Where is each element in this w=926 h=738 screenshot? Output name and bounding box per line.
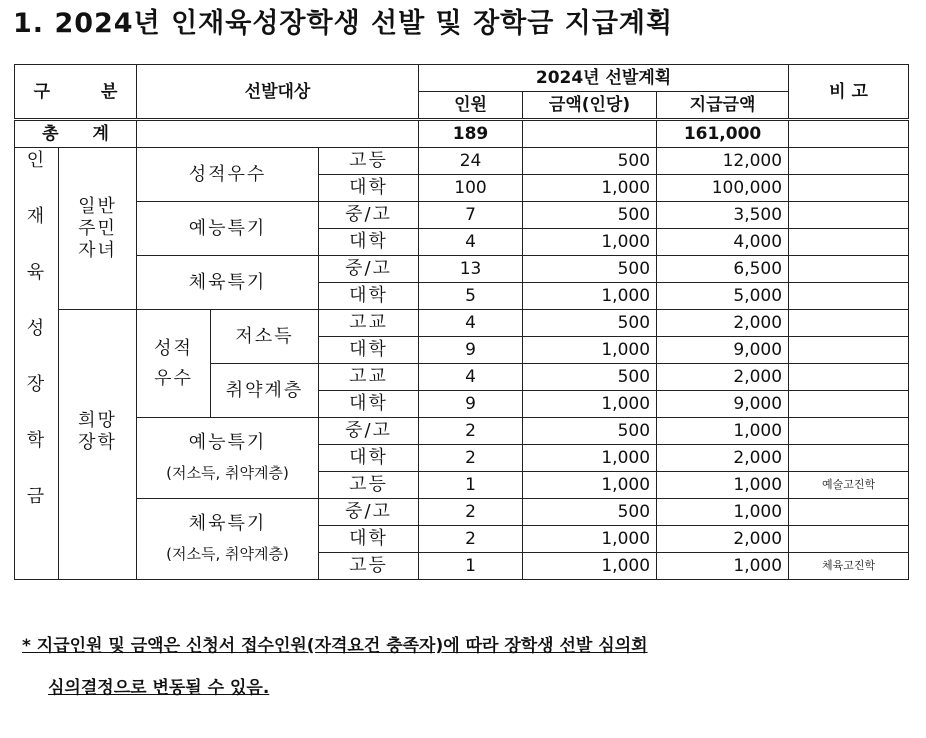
row-level: 대학: [319, 445, 419, 472]
sub-low-income: 저소득: [211, 310, 319, 364]
group-general-line: 일반: [78, 195, 117, 217]
row-level: 대학: [319, 229, 419, 256]
row-amount: 1,000: [523, 283, 657, 310]
row-total: 1,000: [657, 418, 789, 445]
row-level: 고등: [319, 472, 419, 499]
outer-group-char: 인: [26, 150, 47, 171]
row-total: 2,000: [657, 364, 789, 391]
row-count: 2: [419, 445, 523, 472]
row-amount: 500: [523, 148, 657, 175]
row-remark: [789, 418, 909, 445]
group-general-line: 자녀: [78, 239, 117, 261]
row-remark: [789, 202, 909, 229]
row-amount: 500: [523, 256, 657, 283]
row-count: 5: [419, 283, 523, 310]
row-remark: 체육고진학: [789, 553, 909, 580]
outer-group-label: [15, 148, 59, 580]
footnote-line-2: 심의결정으로 변동될 수 있음.: [48, 678, 270, 698]
sub-hope-academic: [137, 310, 211, 418]
group-hope-line: 희망: [78, 410, 117, 431]
sub-hope-sports-label: 체육특기: [188, 513, 267, 534]
row-amount: 1,000: [523, 553, 657, 580]
footnote-line-1: * 지급인원 및 금액은 신청서 접수인원(자격요건 충족자)에 따라 장학생 선발 심의회: [22, 636, 648, 656]
outer-group-char: 육: [26, 262, 47, 283]
row-amount: 1,000: [523, 391, 657, 418]
row-remark: [789, 256, 909, 283]
summary-label: 총 계: [15, 120, 137, 148]
group-hope: [59, 310, 137, 580]
row-amount: 1,000: [523, 445, 657, 472]
group-general: [59, 148, 137, 310]
outer-group-char: 장: [26, 374, 47, 395]
row-amount: 1,000: [523, 337, 657, 364]
outer-group-char: 재: [26, 206, 47, 227]
row-total: 1,000: [657, 499, 789, 526]
summary-count: 189: [419, 120, 523, 148]
row-amount: 500: [523, 499, 657, 526]
sub-hope-art-label: 예능특기: [188, 432, 267, 453]
row-count: 4: [419, 310, 523, 337]
row-amount: 500: [523, 310, 657, 337]
row-total: 9,000: [657, 391, 789, 418]
row-total: 2,000: [657, 445, 789, 472]
row-level: 대학: [319, 526, 419, 553]
row-amount: 1,000: [523, 472, 657, 499]
row-level: 고등: [319, 553, 419, 580]
row-count: 4: [419, 364, 523, 391]
row-level: 중/고: [319, 256, 419, 283]
row-amount: 500: [523, 418, 657, 445]
row-total: 5,000: [657, 283, 789, 310]
sub-hope-art: [137, 418, 319, 499]
row-count: 1: [419, 553, 523, 580]
sub-art: 예능특기: [137, 202, 319, 256]
row-total: 2,000: [657, 310, 789, 337]
row-total: 4,000: [657, 229, 789, 256]
row-level: 고교: [319, 310, 419, 337]
row-level: 대학: [319, 391, 419, 418]
row-remark: [789, 391, 909, 418]
row-remark: [789, 526, 909, 553]
row-total: 2,000: [657, 526, 789, 553]
sub-sports: 체육특기: [137, 256, 319, 310]
footnote: [22, 632, 648, 702]
row-count: 7: [419, 202, 523, 229]
group-hope-line: 장학: [78, 432, 117, 453]
outer-group-char: 성: [26, 318, 47, 339]
row-remark: [789, 364, 909, 391]
sub-vulnerable: 취약계층: [211, 364, 319, 418]
outer-group-char: 학: [26, 430, 47, 451]
row-total: 9,000: [657, 337, 789, 364]
row-count: 13: [419, 256, 523, 283]
row-remark: 예술고진학: [789, 472, 909, 499]
header-amount: 금액(인당): [523, 92, 657, 120]
row-count: 2: [419, 499, 523, 526]
row-remark: [789, 148, 909, 175]
row-remark: [789, 175, 909, 202]
scholarship-plan-table: [14, 64, 909, 580]
sub-academic: 성적우수: [137, 148, 319, 202]
header-count: 인원: [419, 92, 523, 120]
row-amount: 1,000: [523, 229, 657, 256]
row-remark: [789, 445, 909, 472]
summary-remark: [789, 120, 909, 148]
row-level: 대학: [319, 283, 419, 310]
summary-amount: [523, 120, 657, 148]
summary-target: [137, 120, 419, 148]
row-amount: 1,000: [523, 175, 657, 202]
row-count: 9: [419, 391, 523, 418]
row-level: 대학: [319, 175, 419, 202]
group-general-line: 주민: [78, 217, 117, 239]
row-count: 100: [419, 175, 523, 202]
sub-hope-academic-line: 우수: [154, 367, 193, 389]
row-level: 중/고: [319, 202, 419, 229]
row-count: 2: [419, 526, 523, 553]
row-level: 고등: [319, 148, 419, 175]
row-total: 100,000: [657, 175, 789, 202]
row-level: 대학: [319, 337, 419, 364]
sub-hope-art-note: (저소득, 취약계층): [166, 464, 289, 482]
row-amount: 500: [523, 364, 657, 391]
row-level: 고교: [319, 364, 419, 391]
row-remark: [789, 310, 909, 337]
row-total: 6,500: [657, 256, 789, 283]
row-remark: [789, 337, 909, 364]
sub-hope-academic-line: 성적: [154, 337, 193, 359]
row-amount: 500: [523, 202, 657, 229]
row-count: 1: [419, 472, 523, 499]
row-total: 12,000: [657, 148, 789, 175]
summary-total: 161,000: [657, 120, 789, 148]
row-remark: [789, 283, 909, 310]
row-count: 4: [419, 229, 523, 256]
row-count: 9: [419, 337, 523, 364]
row-count: 24: [419, 148, 523, 175]
header-remark: 비 고: [789, 65, 909, 120]
sub-hope-sports: [137, 499, 319, 580]
row-count: 2: [419, 418, 523, 445]
row-level: 중/고: [319, 418, 419, 445]
row-remark: [789, 229, 909, 256]
header-plan: 2024년 선발계획: [419, 65, 789, 92]
row-amount: 1,000: [523, 526, 657, 553]
header-category: 구 분: [15, 65, 137, 120]
header-target: 선발대상: [137, 65, 419, 120]
row-total: 1,000: [657, 553, 789, 580]
row-total: 1,000: [657, 472, 789, 499]
header-total-amount: 지급금액: [657, 92, 789, 120]
row-total: 3,500: [657, 202, 789, 229]
row-level: 중/고: [319, 499, 419, 526]
row-remark: [789, 499, 909, 526]
sub-hope-sports-note: (저소득, 취약계층): [166, 545, 289, 563]
page-title: 1. 2024년 인재육성장학생 선발 및 장학금 지급계획: [13, 8, 674, 39]
outer-group-char: 금: [26, 486, 47, 507]
